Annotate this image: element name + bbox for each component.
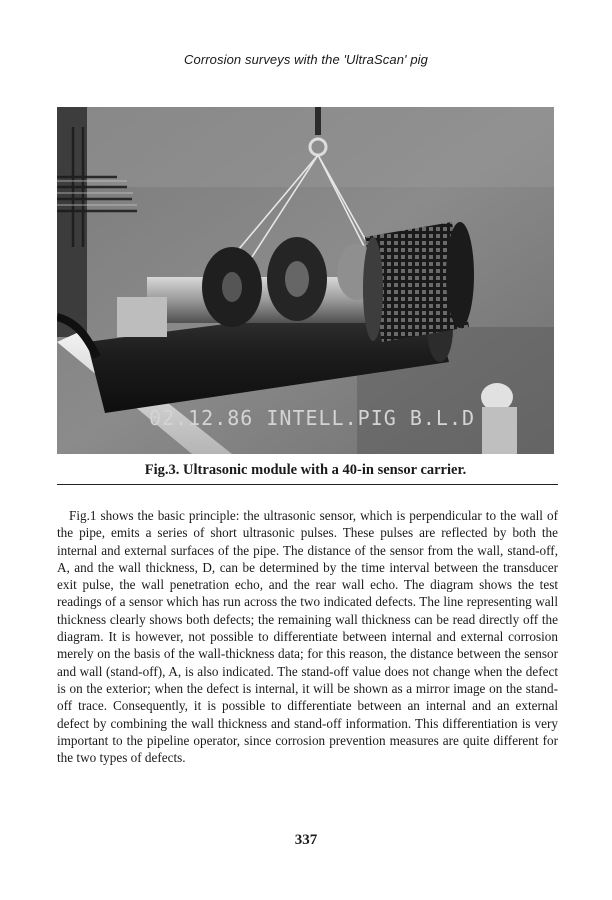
running-head: Corrosion surveys with the 'UltraScan' pig	[184, 52, 428, 67]
photo-illustration	[57, 107, 554, 454]
body-paragraph: Fig.1 shows the basic principle: the ultrasonic sensor, which is perpendicular to the wall of the pipe, emits a series of short ultrasonic pulses. These pulses are reflected by both the internal and external surfaces of the pipe. The distance of the sensor from the wall, stand-off, A, and the wall thickness, D, can be determined by the time interval between the transducer exit pulse, the wall penetration echo, and the rear wall echo. The diagram shows the test readings of a sensor which has run across the two indicated defects. The line representing wall thickness clearly shows both defects; the remaining wall thickness can be read directly off the diagram. It is however, not possible to differentiate between internal and external corrosion merely on the basis of the wall-thickness data; for this reason, the distance between the sensor and wall (stand-off), A, is also indicated. The stand-off value does not change when the defect is on the exterior; when the defect is internal, it will be shown as a mirror image on the stand-off trace. Consequently, it is possible to differentiate between an internal and an external defect by combining the wall thickness and stand-off information. This differentiation is very important to the pipeline operator, since corrosion prevention measures are quite different for the two types of defects.	[57, 508, 558, 766]
figure-photo	[57, 107, 554, 454]
page-number: 337	[294, 832, 318, 848]
figure-caption: Fig.3. Ultrasonic module with a 40-in sensor carrier.	[144, 462, 467, 478]
photo-timestamp: 02.12.86 INTELL.PIG B.L.D	[149, 406, 476, 430]
caption-divider	[57, 484, 558, 485]
